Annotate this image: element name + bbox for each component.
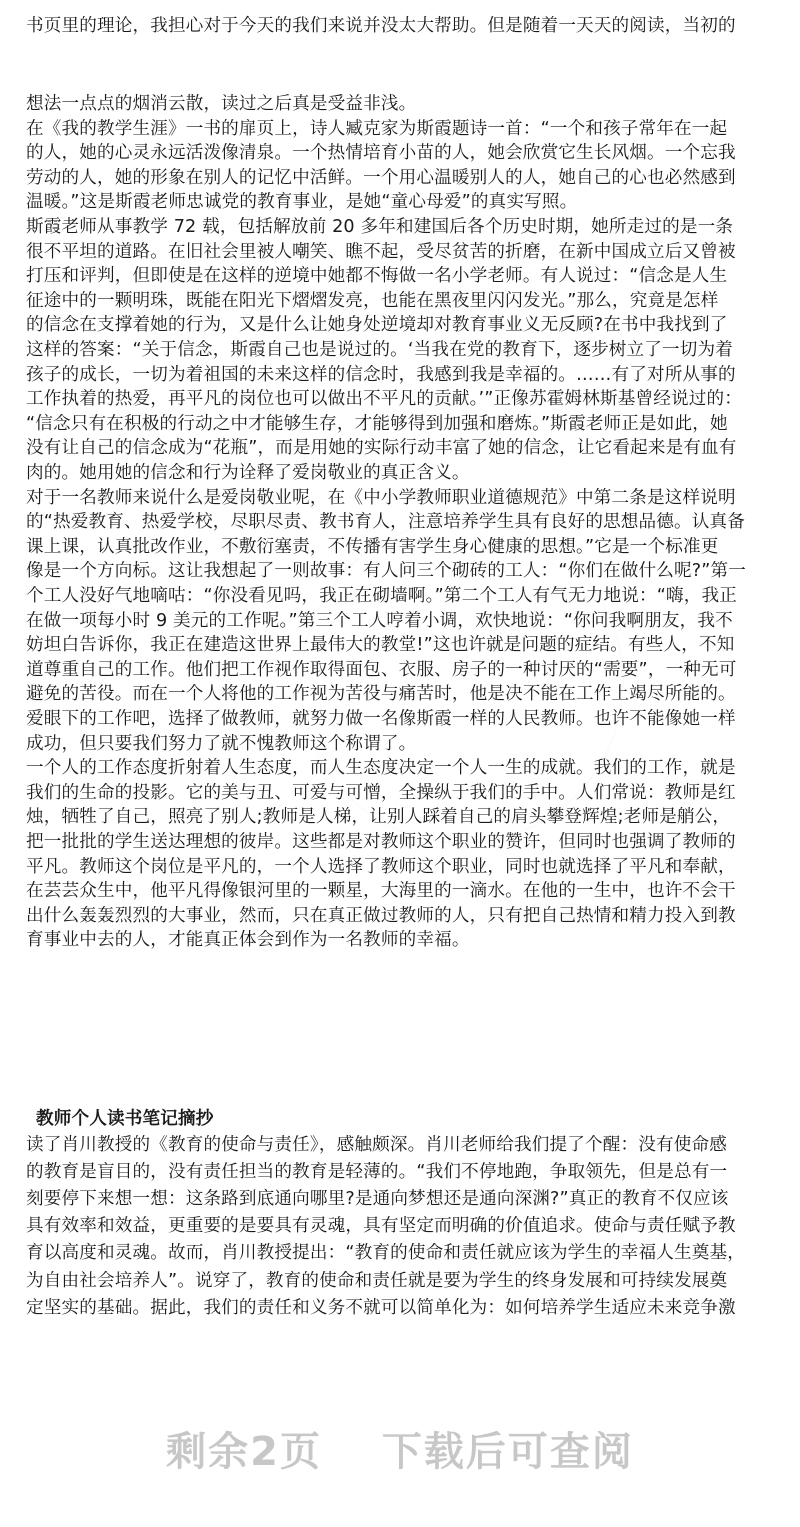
text-line: 道尊重自己的工作。他们把工作视作取得面包、衣服、房子的一种讨厌的“需要”，一种无可	[26, 659, 737, 680]
text-line: 平凡。教师这个岗位是平凡的，一个人选择了教师这个职业，同时也就选择了平凡和奉献，	[26, 856, 736, 877]
text-line: 对于一名教师来说什么是爱岗敬业呢，在《中小学教师职业道德规范》中第二条是这样说明	[26, 487, 736, 508]
text-line: 斯霞老师从事教学 72 载，包括解放前 20 多年和建国后各个历史时期，她所走过的是一条	[26, 217, 734, 237]
text-line-top: 书页里的理论，我担心对于今天的我们来说并没太大帮助。但是随着一天天的阅读，当初的	[26, 16, 736, 36]
text-line: 在芸芸众生中，他平凡得像银河里的一颗星，大海里的一滴水。在他的一生中，也许不会干	[26, 881, 736, 902]
text-line: 很不平坦的道路。在旧社会里被人嘲笑、瞧不起，受尽贫苦的折磨，在新中国成立后又曾被	[26, 241, 736, 262]
text-line: 这样的答案：“关于信念，斯霞自己也是说过的。‘当我在党的教育下，逐步树立了一切为着	[26, 340, 734, 360]
text-line: 爱眼下的工作吧，选择了做教师，就努力做一名像斯霞一样的人民教师。也许不能像她一样	[26, 709, 736, 729]
text-line: 具有效率和效益，更重要的是要具有灵魂，具有坚定而明确的价值追求。使命与责任赋予教	[26, 1216, 736, 1237]
text-line: 征途中的一颗明珠，既能在阳光下熠熠发亮，也能在黑夜里闪闪发光。”那么，究竟是怎样	[26, 290, 719, 311]
text-line: 出什么轰轰烈烈的大事业，然而，只在真正做过教师的人，只有把自己热情和精力投入到教	[26, 905, 736, 926]
text-line: 为自由社会培养人”。说穿了，教育的使命和责任就是要为学生的终身发展和可持续发展奠	[26, 1270, 728, 1291]
text-line: 想法一点点的烟消云散，读过之后真是受益非浅。	[26, 94, 417, 114]
section-title: 教师个人读书笔记摘抄	[36, 1109, 214, 1129]
download-prompt[interactable]	[0, 1420, 800, 1477]
text-line: 个工人没好气地嘀咕：“你没看见吗，我正在砌墙啊。”第二个工人有气无力地说：“嗨，我正	[26, 586, 738, 606]
text-line: 的“热爱教育、热爱学校，尽职尽责、教书育人，注意培养学生具有良好的思想品德。认真备	[26, 512, 746, 533]
text-line: 把一批批的学生送达理想的彼岸。这些都是对教师这个职业的赞许，但同时也强调了教师的	[26, 832, 736, 852]
text-line: 避免的苦役。而在一个人将他的工作视为苦役与痛苦时，他是决不能在工作上竭尽所能的。	[26, 684, 736, 705]
text-line: 的人，她的心灵永远活泼像清泉。一个热情培育小苗的人，她会欣赏它生长风烟。一个忘我	[26, 143, 736, 164]
text-line: 打压和评判，但即使是在这样的逆境中她都不悔做一名小学老师。有人说过：“信念是人生	[26, 266, 728, 287]
text-line: 没有让自己的信念成为“花瓶”，而是用她的实际行动丰富了她的信念，让它看起来是有血有	[26, 438, 737, 459]
text-line: 在《我的教学生涯》一书的扉页上，诗人臧克家为斯霞题诗一首：“一个和孩子常年在一起	[26, 118, 728, 139]
text-line: 成功，但只要我们努力了就不愧教师这个称谓了。	[26, 733, 417, 754]
text-line: 的教育是盲目的，没有责任担当的教育是轻薄的。“我们不停地跑，争取领先，但是总有一	[26, 1162, 728, 1183]
text-line: “信念只有在积极的行动之中才能够生存，才能够得到加强和磨炼。”斯霞老师正是如此，她	[26, 413, 728, 434]
text-line: 读了肖川教授的《教育的使命与责任》，感触颇深。肖川老师给我们提了个醒：没有使命感	[26, 1135, 727, 1155]
text-line: 劳动的人，她的形象在别人的记忆中活鲜。一个用心温暖别人的人，她自己的心也必然感到	[26, 167, 736, 188]
text-line: 妨坦白告诉你，我正在建造这世界上最伟大的教堂!”这也许就是问题的症结。有些人，不知	[26, 635, 735, 656]
download-label: 下载后可查阅	[381, 1429, 634, 1475]
text-line: 在做一项每小时 9 美元的工作呢。”第三个工人哼着小调，欢快地说：“你问我啊朋友，我不	[26, 610, 733, 631]
text-line: 像是一个方向标。这让我想起了一则故事：有人问三个砌砖的工人：“你们在做什么呢?”第一	[26, 561, 747, 582]
remaining-pages-label: 剩余2页	[166, 1429, 322, 1475]
text-line: 育事业中去的人，才能真正体会到作为一名教师的幸福。	[26, 930, 470, 951]
text-line: 定坚实的基础。据此，我们的责任和义务不就可以简单化为：如何培养学生适应未来竞争激	[26, 1297, 736, 1318]
text-line: 温暖。”这是斯霞老师忠诚党的教育事业，是她“童心母爱”的真实写照。	[26, 192, 578, 213]
text-line: 课上课，认真批改作业，不敷衍塞责，不传播有害学生身心健康的思想。”它是一个标准更	[26, 536, 719, 557]
text-line: 我们的生命的投影。它的美与丑、可爱与可憎，全操纵于我们的手中。人们常说：教师是红	[26, 782, 736, 803]
text-line: 孩子的成长，一切为着祖国的未来这样的信念时，我感到我是幸福的。……有了对所从事的	[26, 364, 736, 385]
text-line: 一个人的工作态度折射着人生态度，而人生态度决定一个人一生的成就。我们的工作，就是	[26, 758, 736, 779]
text-line: 烛，牺牲了自己，照亮了别人;教师是人梯，让别人踩着自己的肩头攀登辉煌;老师是艄公，	[26, 807, 731, 828]
text-line: 育以高度和灵魂。故而，肖川教授提出：“教育的使命和责任就应该为学生的幸福人生奠基，	[26, 1243, 746, 1264]
text-line: 的信念在支撑着她的行为，又是什么让她身处逆境却对教育事业义无反顾?在书中我找到了	[26, 315, 728, 336]
text-line: 刻要停下来想一想：这条路到底通向哪里?是通向梦想还是通向深渊?”真正的教育不仅应该	[26, 1189, 729, 1210]
text-line: 肉的。她用她的信念和行为诠释了爱岗敬业的真正含义。	[26, 463, 470, 483]
text-line: 工作执着的热爱，再平凡的岗位也可以做出不平凡的贡献。’”正像苏霍姆林斯基曾经说过的：	[26, 389, 742, 410]
